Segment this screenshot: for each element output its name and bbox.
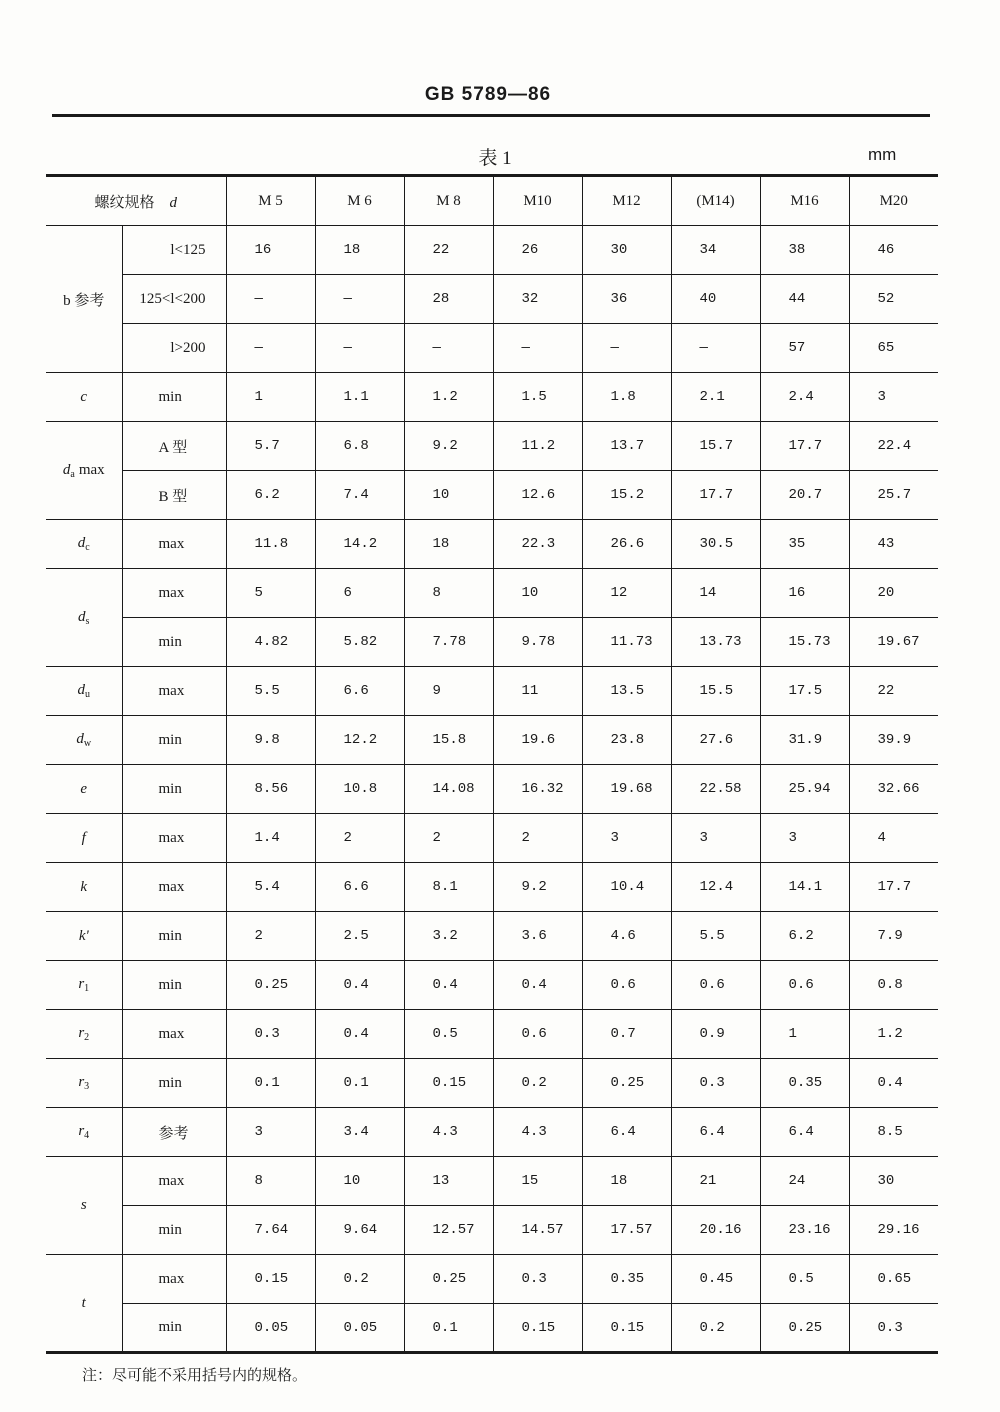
value-cell: 0.15 xyxy=(226,1255,315,1304)
value-cell: 6.4 xyxy=(582,1108,671,1157)
value-cell: 5.5 xyxy=(671,912,760,961)
table-row xyxy=(46,1206,938,1255)
value-cell: 6.4 xyxy=(671,1108,760,1157)
row-symbol xyxy=(46,716,122,765)
value-cell: 0.2 xyxy=(315,1255,404,1304)
value-cell: 8 xyxy=(226,1157,315,1206)
value-cell: 6.2 xyxy=(760,912,849,961)
value-cell: 2 xyxy=(493,814,582,863)
symbol-text: d xyxy=(77,535,86,551)
value-cell: 15.7 xyxy=(671,422,760,471)
size-header: (M14) xyxy=(671,176,760,226)
value-cell: 30 xyxy=(849,1157,938,1206)
value-cell: 11.2 xyxy=(493,422,582,471)
row-symbol xyxy=(46,1108,122,1157)
value-cell: 34 xyxy=(671,226,760,275)
size-header: M12 xyxy=(582,176,671,226)
value-cell: 2.1 xyxy=(671,373,760,422)
row-symbol xyxy=(46,569,122,667)
value-cell: 7.78 xyxy=(404,618,493,667)
value-cell: 3.6 xyxy=(493,912,582,961)
value-cell: 31.9 xyxy=(760,716,849,765)
value-cell: 10.8 xyxy=(315,765,404,814)
table-row xyxy=(46,373,938,422)
value-cell: 8 xyxy=(404,569,493,618)
value-cell: 12.2 xyxy=(315,716,404,765)
value-cell: 11.8 xyxy=(226,520,315,569)
row-qualifier: min xyxy=(122,765,226,814)
row-qualifier: l>200 xyxy=(122,324,226,373)
value-cell: 52 xyxy=(849,275,938,324)
value-cell: 1 xyxy=(760,1010,849,1059)
value-cell: 15.8 xyxy=(404,716,493,765)
value-cell: 32 xyxy=(493,275,582,324)
size-header: M 6 xyxy=(315,176,404,226)
value-cell: 10.4 xyxy=(582,863,671,912)
value-cell: 3.4 xyxy=(315,1108,404,1157)
value-cell: 0.15 xyxy=(582,1304,671,1353)
row-symbol: b 参考 xyxy=(46,226,122,373)
da-subscript: a xyxy=(70,468,75,480)
value-cell: 0.4 xyxy=(493,961,582,1010)
row-qualifier: min xyxy=(122,912,226,961)
value-cell: 13 xyxy=(404,1157,493,1206)
value-cell: 0.6 xyxy=(582,961,671,1010)
table-row xyxy=(46,667,938,716)
value-cell: 0.5 xyxy=(760,1255,849,1304)
row-symbol xyxy=(46,765,122,814)
row-symbol xyxy=(46,814,122,863)
value-cell: 0.25 xyxy=(404,1255,493,1304)
table-row xyxy=(46,569,938,618)
value-cell: 44 xyxy=(760,275,849,324)
row-symbol xyxy=(46,1010,122,1059)
value-cell: 0.4 xyxy=(315,1010,404,1059)
value-cell: 17.57 xyxy=(582,1206,671,1255)
value-cell: 18 xyxy=(404,520,493,569)
value-cell: — xyxy=(493,324,582,373)
value-cell: 9.64 xyxy=(315,1206,404,1255)
value-cell: 0.15 xyxy=(493,1304,582,1353)
value-cell: 9.78 xyxy=(493,618,582,667)
value-cell: — xyxy=(226,324,315,373)
value-cell: 0.4 xyxy=(315,961,404,1010)
value-cell: 23.16 xyxy=(760,1206,849,1255)
row-symbol xyxy=(46,863,122,912)
value-cell: 5 xyxy=(226,569,315,618)
value-cell: 25.94 xyxy=(760,765,849,814)
value-cell: 18 xyxy=(315,226,404,275)
value-cell: 0.2 xyxy=(493,1059,582,1108)
value-cell: 6 xyxy=(315,569,404,618)
value-cell: 0.3 xyxy=(226,1010,315,1059)
symbol-subscript: 4 xyxy=(84,1130,90,1141)
row-symbol xyxy=(46,667,122,716)
value-cell: 36 xyxy=(582,275,671,324)
value-cell: 1.1 xyxy=(315,373,404,422)
thread-spec-header xyxy=(46,176,226,226)
value-cell: 14 xyxy=(671,569,760,618)
value-cell: 19.6 xyxy=(493,716,582,765)
row-qualifier: max xyxy=(122,814,226,863)
value-cell: 3 xyxy=(671,814,760,863)
header-rule xyxy=(52,114,930,117)
value-cell: 0.35 xyxy=(582,1255,671,1304)
value-cell: 2 xyxy=(315,814,404,863)
value-cell: 3 xyxy=(582,814,671,863)
value-cell: 0.65 xyxy=(849,1255,938,1304)
value-cell: 0.1 xyxy=(404,1304,493,1353)
value-cell: 17.7 xyxy=(849,863,938,912)
symbol-subscript: 1 xyxy=(84,983,90,994)
value-cell: 28 xyxy=(404,275,493,324)
value-cell: 8.56 xyxy=(226,765,315,814)
value-cell: 11.73 xyxy=(582,618,671,667)
value-cell: 12.4 xyxy=(671,863,760,912)
value-cell: 8.5 xyxy=(849,1108,938,1157)
value-cell: 5.5 xyxy=(226,667,315,716)
value-cell: 10 xyxy=(315,1157,404,1206)
row-qualifier: max xyxy=(122,1255,226,1304)
size-header: M20 xyxy=(849,176,938,226)
da-symbol: d xyxy=(62,461,71,478)
row-symbol xyxy=(46,1255,122,1353)
table-row xyxy=(46,275,938,324)
table-row xyxy=(46,716,938,765)
value-cell: — xyxy=(226,275,315,324)
value-cell: 4.82 xyxy=(226,618,315,667)
row-qualifier: min xyxy=(122,961,226,1010)
unit-label: mm xyxy=(868,145,897,164)
symbol-subscript: 2 xyxy=(84,1032,90,1043)
row-qualifier: max xyxy=(122,520,226,569)
value-cell: 0.4 xyxy=(404,961,493,1010)
value-cell: 16.32 xyxy=(493,765,582,814)
symbol-text: k' xyxy=(78,927,89,944)
value-cell: — xyxy=(671,324,760,373)
symbol-subscript: s xyxy=(85,615,90,627)
symbol-text: r xyxy=(78,1123,85,1139)
value-cell: 0.25 xyxy=(760,1304,849,1353)
footnote: 注：尽可能不采用括号内的规格。 xyxy=(82,1368,308,1384)
value-cell: 1.5 xyxy=(493,373,582,422)
value-cell: 0.7 xyxy=(582,1010,671,1059)
value-cell: 43 xyxy=(849,520,938,569)
table-row xyxy=(46,1255,938,1304)
row-qualifier: max xyxy=(122,1010,226,1059)
value-cell: 9.2 xyxy=(493,863,582,912)
value-cell: 0.45 xyxy=(671,1255,760,1304)
symbol-subscript: w xyxy=(83,738,92,749)
value-cell: 57 xyxy=(760,324,849,373)
value-cell: 30 xyxy=(582,226,671,275)
size-header: M16 xyxy=(760,176,849,226)
value-cell: 3 xyxy=(760,814,849,863)
value-cell: 15.73 xyxy=(760,618,849,667)
value-cell: 19.68 xyxy=(582,765,671,814)
value-cell: 0.3 xyxy=(671,1059,760,1108)
value-cell: 22.4 xyxy=(849,422,938,471)
table-row xyxy=(46,520,938,569)
value-cell: 26.6 xyxy=(582,520,671,569)
row-qualifier: max xyxy=(122,1157,226,1206)
size-header: M10 xyxy=(493,176,582,226)
value-cell: 29.16 xyxy=(849,1206,938,1255)
value-cell: 40 xyxy=(671,275,760,324)
symbol-subscript: 3 xyxy=(84,1081,90,1092)
standard-title: GB 5789—86 xyxy=(424,84,552,105)
row-symbol xyxy=(46,373,122,422)
value-cell: 0.05 xyxy=(226,1304,315,1353)
value-cell: 0.5 xyxy=(404,1010,493,1059)
value-cell: 16 xyxy=(760,569,849,618)
value-cell: — xyxy=(315,324,404,373)
symbol-subscript: c xyxy=(85,542,90,553)
table-caption: 表 1 xyxy=(478,148,512,169)
value-cell: 13.7 xyxy=(582,422,671,471)
value-cell: 9.2 xyxy=(404,422,493,471)
symbol-text: d xyxy=(78,608,86,625)
value-cell: 0.6 xyxy=(493,1010,582,1059)
table-row xyxy=(46,618,938,667)
value-cell: 65 xyxy=(849,324,938,373)
value-cell: 9 xyxy=(404,667,493,716)
value-cell: 0.8 xyxy=(849,961,938,1010)
row-symbol xyxy=(46,912,122,961)
symbol-text: r xyxy=(78,1025,85,1041)
size-header: M 8 xyxy=(404,176,493,226)
value-cell: 0.3 xyxy=(493,1255,582,1304)
value-cell: 12.6 xyxy=(493,471,582,520)
value-cell: 22.3 xyxy=(493,520,582,569)
value-cell: 7.4 xyxy=(315,471,404,520)
value-cell: 14.08 xyxy=(404,765,493,814)
table-row xyxy=(46,1304,938,1353)
symbol-text: d xyxy=(77,682,85,698)
symbol-text: d xyxy=(76,731,84,747)
row-qualifier: B 型 xyxy=(122,471,226,520)
table-row xyxy=(46,961,938,1010)
value-cell: 5.4 xyxy=(226,863,315,912)
row-qualifier: max xyxy=(122,863,226,912)
table-row xyxy=(46,1059,938,1108)
value-cell: 11 xyxy=(493,667,582,716)
value-cell: 0.2 xyxy=(671,1304,760,1353)
value-cell: 14.57 xyxy=(493,1206,582,1255)
thread-spec-symbol: d xyxy=(169,194,178,211)
row-qualifier: l<125 xyxy=(122,226,226,275)
row-qualifier: 125<l<200 xyxy=(122,275,226,324)
value-cell: 23.8 xyxy=(582,716,671,765)
value-cell: 20.7 xyxy=(760,471,849,520)
value-cell: 21 xyxy=(671,1157,760,1206)
value-cell: 0.6 xyxy=(760,961,849,1010)
value-cell: 22.58 xyxy=(671,765,760,814)
row-qualifier: max xyxy=(122,569,226,618)
value-cell: 15 xyxy=(493,1157,582,1206)
value-cell: 1.8 xyxy=(582,373,671,422)
value-cell: 14.2 xyxy=(315,520,404,569)
symbol-text: k xyxy=(80,878,88,895)
row-qualifier: 参考 xyxy=(122,1108,226,1157)
table-row xyxy=(46,226,938,275)
table-row xyxy=(46,863,938,912)
value-cell: 8.1 xyxy=(404,863,493,912)
value-cell: 20 xyxy=(849,569,938,618)
symbol-text: f xyxy=(81,829,86,846)
table-header-row xyxy=(46,176,938,226)
row-qualifier: min xyxy=(122,373,226,422)
value-cell: 22 xyxy=(404,226,493,275)
symbol-text: r xyxy=(78,1074,85,1090)
symbol-text: e xyxy=(80,780,88,797)
value-cell: 7.64 xyxy=(226,1206,315,1255)
value-cell: 6.6 xyxy=(315,667,404,716)
value-cell: 4 xyxy=(849,814,938,863)
value-cell: 12 xyxy=(582,569,671,618)
table-row xyxy=(46,1157,938,1206)
table-row xyxy=(46,471,938,520)
value-cell: 27.6 xyxy=(671,716,760,765)
value-cell: 6.4 xyxy=(760,1108,849,1157)
value-cell: — xyxy=(315,275,404,324)
row-qualifier: max xyxy=(122,667,226,716)
value-cell: 6.2 xyxy=(226,471,315,520)
table-row xyxy=(46,1010,938,1059)
value-cell: 0.35 xyxy=(760,1059,849,1108)
table-row xyxy=(46,765,938,814)
symbol-text: c xyxy=(80,388,88,405)
value-cell: 17.5 xyxy=(760,667,849,716)
value-cell: 3.2 xyxy=(404,912,493,961)
value-cell: 13.73 xyxy=(671,618,760,667)
value-cell: 6.6 xyxy=(315,863,404,912)
table-row xyxy=(46,422,938,471)
value-cell: 4.3 xyxy=(404,1108,493,1157)
row-symbol xyxy=(46,520,122,569)
value-cell: 1.4 xyxy=(226,814,315,863)
value-cell: 2.4 xyxy=(760,373,849,422)
value-cell: 10 xyxy=(493,569,582,618)
value-cell: 4.6 xyxy=(582,912,671,961)
value-cell: 0.25 xyxy=(226,961,315,1010)
row-symbol xyxy=(46,1157,122,1255)
value-cell: 0.3 xyxy=(849,1304,938,1353)
value-cell: 5.82 xyxy=(315,618,404,667)
symbol-text: r xyxy=(78,976,85,992)
value-cell: 35 xyxy=(760,520,849,569)
value-cell: 24 xyxy=(760,1157,849,1206)
thread-spec-label: 螺纹规格 xyxy=(94,194,155,211)
value-cell: 17.7 xyxy=(671,471,760,520)
table-row xyxy=(46,814,938,863)
row-symbol xyxy=(46,961,122,1010)
table-row xyxy=(46,912,938,961)
value-cell: 1.2 xyxy=(404,373,493,422)
value-cell: — xyxy=(404,324,493,373)
value-cell: 9.8 xyxy=(226,716,315,765)
value-cell: 2 xyxy=(226,912,315,961)
value-cell: 15.2 xyxy=(582,471,671,520)
value-cell: 38 xyxy=(760,226,849,275)
symbol-text: t xyxy=(81,1294,86,1311)
value-cell: 10 xyxy=(404,471,493,520)
row-qualifier: A 型 xyxy=(122,422,226,471)
value-cell: 2.5 xyxy=(315,912,404,961)
value-cell: 0.1 xyxy=(315,1059,404,1108)
value-cell: 18 xyxy=(582,1157,671,1206)
dimension-table xyxy=(46,174,938,1354)
symbol-text: s xyxy=(80,1197,87,1213)
value-cell: 25.7 xyxy=(849,471,938,520)
value-cell: 5.7 xyxy=(226,422,315,471)
row-symbol xyxy=(46,422,122,520)
value-cell: 20.16 xyxy=(671,1206,760,1255)
value-cell: 0.4 xyxy=(849,1059,938,1108)
value-cell: 16 xyxy=(226,226,315,275)
row-qualifier: min xyxy=(122,1206,226,1255)
value-cell: 0.1 xyxy=(226,1059,315,1108)
value-cell: — xyxy=(582,324,671,373)
value-cell: 46 xyxy=(849,226,938,275)
value-cell: 30.5 xyxy=(671,520,760,569)
row-qualifier: min xyxy=(122,1059,226,1108)
row-symbol xyxy=(46,1059,122,1108)
value-cell: 6.8 xyxy=(315,422,404,471)
table-row xyxy=(46,1108,938,1157)
value-cell: 17.7 xyxy=(760,422,849,471)
value-cell: 0.25 xyxy=(582,1059,671,1108)
value-cell: 26 xyxy=(493,226,582,275)
table-row xyxy=(46,324,938,373)
value-cell: 39.9 xyxy=(849,716,938,765)
value-cell: 3 xyxy=(226,1108,315,1157)
value-cell: 19.67 xyxy=(849,618,938,667)
symbol-subscript: u xyxy=(85,689,90,700)
value-cell: 0.15 xyxy=(404,1059,493,1108)
table-body xyxy=(46,176,938,1353)
row-qualifier: min xyxy=(122,618,226,667)
value-cell: 14.1 xyxy=(760,863,849,912)
da-max-label: max xyxy=(78,461,105,478)
value-cell: 12.57 xyxy=(404,1206,493,1255)
value-cell: 0.6 xyxy=(671,961,760,1010)
value-cell: 0.9 xyxy=(671,1010,760,1059)
row-qualifier: min xyxy=(122,716,226,765)
row-qualifier: min xyxy=(122,1304,226,1353)
value-cell: 1.2 xyxy=(849,1010,938,1059)
value-cell: 13.5 xyxy=(582,667,671,716)
value-cell: 1 xyxy=(226,373,315,422)
value-cell: 7.9 xyxy=(849,912,938,961)
value-cell: 15.5 xyxy=(671,667,760,716)
value-cell: 4.3 xyxy=(493,1108,582,1157)
value-cell: 3 xyxy=(849,373,938,422)
value-cell: 0.05 xyxy=(315,1304,404,1353)
value-cell: 32.66 xyxy=(849,765,938,814)
size-header: M 5 xyxy=(226,176,315,226)
value-cell: 2 xyxy=(404,814,493,863)
value-cell: 22 xyxy=(849,667,938,716)
